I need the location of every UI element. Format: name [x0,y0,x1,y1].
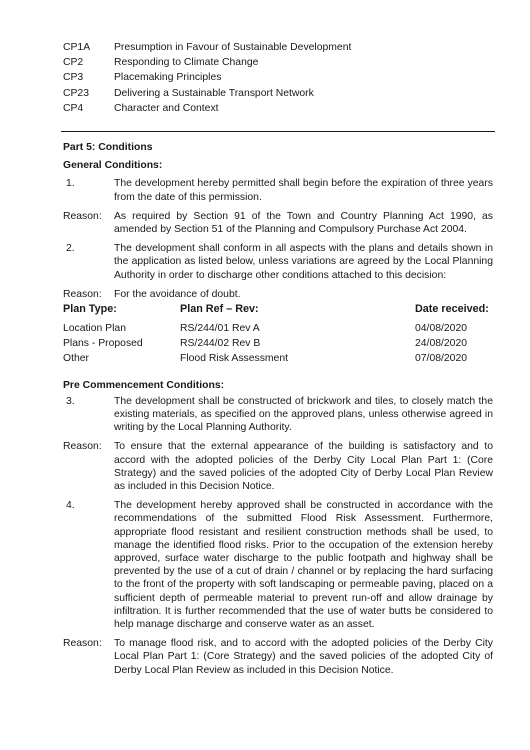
plans-header-row [63,303,493,322]
plan-ref-cell: RS/244/01 Rev A [180,323,260,335]
plans-row [63,322,493,337]
plans-table [63,303,493,368]
policy-title: Responding to Climate Change [114,57,259,69]
reason-label: Reason: [63,441,102,453]
date-received-cell: 04/08/2020 [415,323,468,335]
reason-text: For the avoidance of doubt. [114,288,241,300]
policy-row [63,56,493,71]
section-divider [61,131,495,132]
policy-code: CP1A [63,42,91,53]
reason-text: To manage flood risk, and to accord with the adopted policies of the Derby City Local Plan Part 1: (Core Strategy) and the saved policies of the adopted City of Derby Local Plan Review as included in this Decision Notice. [114,638,493,676]
condition-number: 4. [66,500,75,512]
reason-label: Reason: [63,288,102,300]
policy-code: CP23 [63,87,89,99]
general-conditions-heading: General Conditions: [63,160,163,172]
reason-item [63,288,493,301]
plan-ref-cell: Flood Risk Assessment [180,353,288,365]
policy-code: CP3 [63,72,84,84]
condition-item [63,177,493,203]
plans-row [63,352,493,367]
plan-type-cell: Location Plan [63,323,126,335]
policy-code: CP4 [63,102,84,114]
condition-item [63,242,493,282]
condition-text: The development hereby permitted shall begin before the expiration of three years from the date of this permission. [114,178,493,203]
reason-text: To ensure that the external appearance of the building is satisfactory and to accord with the adopted policies of the Derby City Local Plan Part 1: (Core Strategy) and the saved policies of the adopted City of Derby Local Plan Review as included in this Decision Notice. [114,441,493,493]
reason-item [63,210,493,236]
policy-row [63,87,493,102]
plan-type-cell: Other [63,353,89,365]
part-heading: Part 5: Conditions [63,142,153,153]
policy-row [63,102,493,117]
policy-title: Presumption in Favour of Sustainable Development [114,42,352,53]
reason-label: Reason: [63,638,102,650]
policy-title: Delivering a Sustainable Transport Network [114,87,314,99]
condition-number: 3. [66,395,75,407]
reason-item [63,637,493,677]
policy-list [63,41,493,117]
policy-code: CP2 [63,57,84,69]
pre-commencement-heading: Pre Commencement Conditions: [63,379,225,391]
plan-type-cell: Plans - Proposed [63,338,143,350]
reason-label: Reason: [63,210,102,222]
policy-title: Placemaking Principles [114,72,222,84]
plan-ref-cell: RS/244/02 Rev B [180,338,261,350]
date-received-header: Date received: [415,303,489,316]
plan-type-header: Plan Type: [63,303,117,316]
date-received-cell: 07/08/2020 [415,353,468,365]
date-received-cell: 24/08/2020 [415,338,468,350]
condition-item [63,499,493,631]
condition-item [63,395,493,435]
policy-title: Character and Context [114,102,219,114]
policy-row [63,71,493,86]
condition-number: 2. [66,243,75,255]
reason-text: As required by Section 91 of the Town and Country Planning Act 1990, as amended by Section 51 of the Planning and Compulsory Purchase Act 2004. [114,210,493,236]
plan-ref-header: Plan Ref – Rev: [180,303,259,316]
condition-text: The development shall be constructed of brickwork and tiles, to closely match the existing materials, as specified on the approved plans, unless otherwise agreed in writing by the Local Planning Authority. [114,395,493,434]
condition-text: The development hereby approved shall be constructed in accordance with the recommendations of the submitted Flood Risk Assessment. Furthermore, appropriate flood resistant and resilient construction methods shall be used, to manage the identified flood risks. Prior to the occupation of the extension hereby approved, surface water discharge to the public footpath and highway shall be prevented by the use of a cut of drain / channel or by replacing the hard surfacing to the front of the property with soft landscaping or permeable paving, placed on a sufficient depth of permeable material to prevent run-off and allow drainage by infiltration. It is further recommended that the use of water butts be considered to help manage discharge and conserve water as an asset. [114,500,493,631]
condition-text: The development shall conform in all aspects with the plans and details shown in the application as listed below, unless variations are agreed by the Local Planning Authority in order to discharge other conditions attached to this decision: [114,243,493,281]
conditions-section [63,141,493,677]
policy-row [63,41,493,56]
plans-row [63,337,493,352]
reason-item [63,440,493,493]
condition-number: 1. [66,178,75,190]
